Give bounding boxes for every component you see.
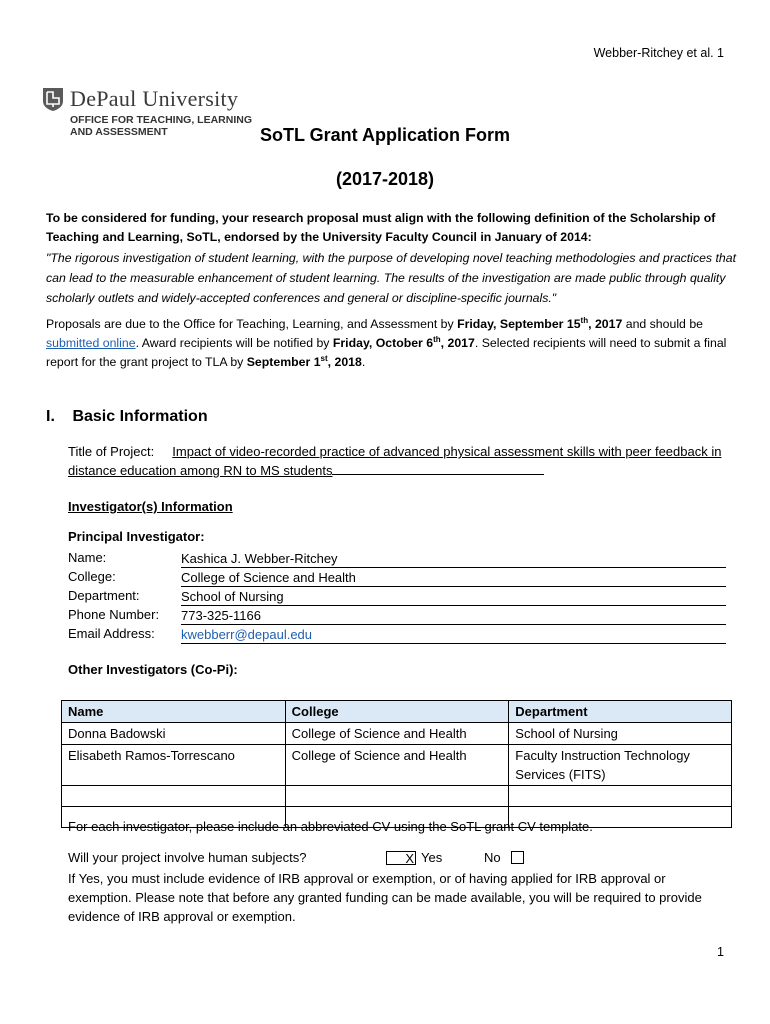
principal-investigator-heading: Principal Investigator:: [68, 529, 205, 544]
yes-label: Yes: [421, 850, 443, 865]
table-row: [62, 745, 732, 786]
page-number: 1: [717, 945, 724, 959]
co-investigators-table: [61, 700, 732, 828]
table-row: [62, 786, 732, 807]
no-label: No: [484, 850, 501, 865]
cell-department[interactable]: [509, 786, 732, 807]
pi-email-value[interactable]: kwebberr@depaul.edu: [181, 626, 726, 644]
sotl-definition-quote: "The rigorous investigation of student learning, with the purpose of developing novel teaching methodologies and practices that can lead to the measurable enhancement of student learning. The results of the investigation are made public through quality scholarly outlets and widely-accepted conferences and general or discipline-specific journals.": [46, 251, 737, 305]
yes-checkbox[interactable]: X: [386, 851, 416, 865]
investigators-heading: Investigator(s) Information: [68, 499, 233, 514]
form-year: (2017-2018): [335, 169, 435, 189]
office-name: OFFICE FOR TEACHING, LEARNING AND ASSESSMENT: [70, 114, 252, 138]
pi-email-field: Email Address: kwebberr@depaul.edu: [68, 626, 726, 645]
co-investigators-heading: Other Investigators (Co-Pi):: [68, 662, 238, 677]
project-title-label: Title of Project:: [68, 444, 155, 459]
pi-phone-value[interactable]: 773-325-1166: [181, 607, 726, 625]
no-checkbox[interactable]: [511, 851, 524, 864]
pi-department-value[interactable]: School of Nursing: [181, 588, 726, 606]
project-title-value[interactable]: Impact of video-recorded practice of advanced physical assessment skills with peer feedback in distance education among RN to MS students: [68, 444, 722, 478]
human-subjects-label: Will your project involve human subjects?: [68, 850, 307, 865]
pi-college-value[interactable]: College of Science and Health: [181, 569, 726, 587]
intro-definition-lead: To be considered for funding, your research proposal must align with the following definition of the Scholarship of Teaching and Learning, SoTL, endorsed by the University Faculty Council in January of 2014:: [46, 211, 716, 244]
cell-name[interactable]: Donna Badowski: [62, 723, 286, 745]
depaul-shield-icon: [42, 86, 64, 112]
cell-name[interactable]: [62, 786, 286, 807]
submit-online-link[interactable]: submitted online: [46, 336, 136, 350]
cell-name[interactable]: Elisabeth Ramos-Torrescano: [62, 745, 286, 786]
cv-note: For each investigator, please include an abbreviated CV using the SoTL grant CV template.: [68, 819, 593, 834]
running-header: Webber-Ritchey et al. 1: [593, 46, 724, 60]
column-header-college: College: [285, 701, 509, 723]
table-row: [62, 723, 732, 745]
cell-college[interactable]: College of Science and Health: [285, 745, 509, 786]
cell-department[interactable]: Faculty Instruction Technology Services (FITS): [509, 745, 732, 786]
university-name: DePaul University: [70, 86, 239, 111]
pi-college-field: College: College of Science and Health: [68, 569, 726, 588]
cell-department[interactable]: School of Nursing: [509, 723, 732, 745]
intro-paragraph: [46, 209, 736, 308]
pi-department-field: Department: School of Nursing: [68, 588, 726, 607]
pi-name-value[interactable]: Kashica J. Webber-Ritchey: [181, 550, 726, 568]
column-header-department: Department: [509, 701, 732, 723]
pi-name-field: Name: Kashica J. Webber-Ritchey: [68, 550, 726, 569]
due-dates-paragraph: Proposals are due to the Office for Teaching, Learning, and Assessment by Friday, September 15th, 2017 and should be submitted online. Award recipients will be notified by Friday, October 6th, 2017. Selected recipients will need to submit a final report for the grant project to TLA by September 1st, 2018.: [46, 315, 727, 369]
project-title-field: [68, 442, 736, 480]
human-subjects-question: [68, 850, 728, 869]
section-heading-basic-information: I. Basic Information: [46, 408, 208, 425]
pi-phone-field: Phone Number: 773-325-1166: [68, 607, 726, 626]
table-header-row: [62, 701, 732, 723]
irb-note: If Yes, you must include evidence of IRB approval or exemption, or of having applied for IRB approval or exemption. Please note that before any granted funding can be made available, you will be required to provide evidence of IRB approval or exemption.: [68, 871, 702, 924]
form-title: SoTL Grant Application Form: [259, 125, 510, 145]
cell-college[interactable]: College of Science and Health: [285, 723, 509, 745]
cell-college[interactable]: [285, 786, 509, 807]
column-header-name: Name: [62, 701, 286, 723]
